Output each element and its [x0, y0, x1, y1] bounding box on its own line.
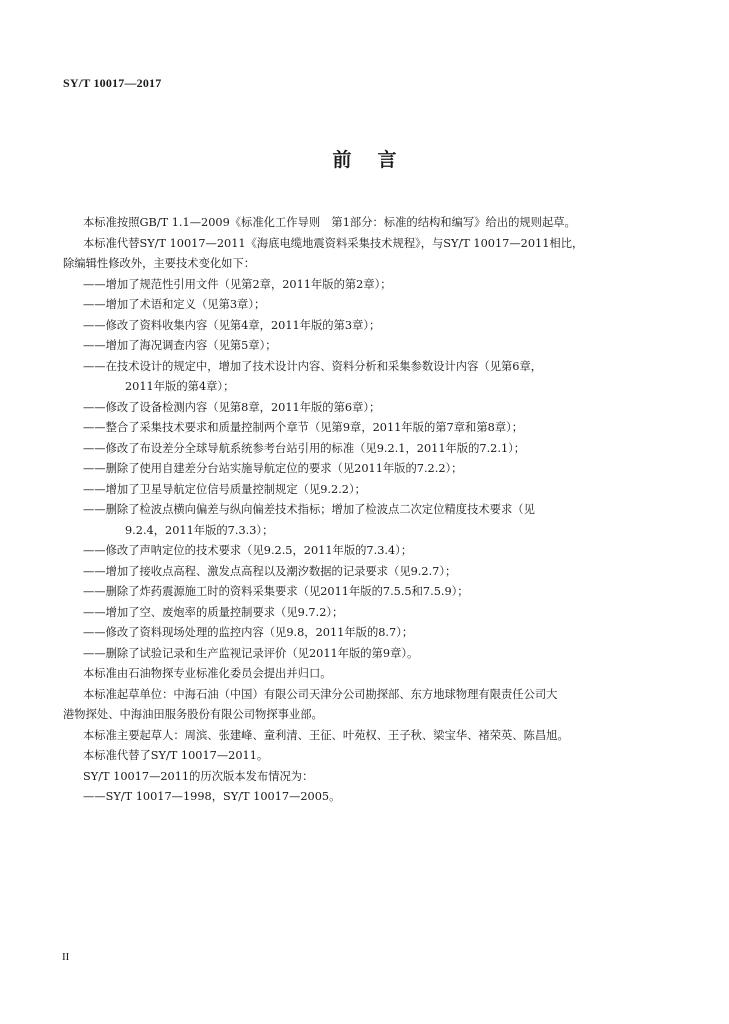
text-line: ——删除了炸药震源施工时的资料采集要求（见2011年版的7.5.5和7.5.9）；: [83, 585, 469, 598]
text-line: 本标准起草单位：中海石油（中国）有限公司天津分公司勘探部、东方地球物理有限责任公司大: [83, 687, 558, 701]
text-line: ——删除了使用自建差分台站实施导航定位的要求（见2011年版的7.2.2）；: [83, 462, 463, 475]
text-line: ——增加了规范性引用文件（见第2章，2011年版的第2章）；: [83, 277, 392, 291]
text-line: 本标准代替SY/T 10017—2011《海底电缆地震资料采集技术规程》，与SY/T 10017—2011相比，: [83, 236, 584, 250]
text-line: 本标准由石油物探专业标准化委员会提出并归口。: [83, 667, 332, 680]
foreword-body: [63, 213, 661, 808]
text-line: 本标准主要起草人：周滨、张建峰、童利清、王征、叶苑权、王子秋、梁宝华、褚荣英、陈昌旭。: [83, 728, 569, 742]
text-line: ——删除了检波点横向偏差与纵向偏差技术指标；增加了检波点二次定位精度技术要求（见: [83, 503, 535, 516]
text-line: 本标准代替了SY/T 10017—2011。: [83, 749, 269, 762]
text-line: ——整合了采集技术要求和质量控制两个章节（见第9章，2011年版的第7章和第8章）；: [83, 421, 524, 434]
text-line: SY/T 10017—2011的历次版本发布情况为：: [83, 769, 314, 783]
text-line: 本标准按照GB/T 1.1—2009《标准化工作导则 第1部分：标准的结构和编写》给出的规则起草。: [83, 216, 576, 229]
text-line: ——增加了海况调查内容（见第5章）；: [83, 339, 277, 352]
text-line: ——增加了空、废炮率的质量控制要求（见9.7.2）；: [83, 605, 344, 619]
text-line: ——修改了资料现场处理的监控内容（见9.8，2011年版的8.7）；: [83, 626, 414, 639]
text-line: ——修改了声呐定位的技术要求（见9.2.5，2011年版的7.3.4）；: [83, 544, 413, 557]
standard-number-header: SY/T 10017—2017: [63, 76, 162, 90]
text-line: ——修改了设备检测内容（见第8章，2011年版的第6章）；: [83, 400, 381, 414]
text-line: 除编辑性修改外，主要技术变化如下：: [63, 257, 256, 270]
page-title: 前言: [332, 149, 423, 171]
page-number: II: [62, 951, 70, 963]
text-line: 2011年版的第4章）；: [125, 380, 235, 393]
text-line: ——增加了术语和定义（见第3章）；: [83, 298, 266, 311]
text-line: ——增加了卫星导航定位信号质量控制规定（见9.2.2）；: [83, 482, 366, 496]
text-line: ——修改了布设差分全球导航系统参考台站引用的标准（见9.2.1，2011年版的7.2.1）；: [83, 441, 526, 455]
text-line: ——增加了接收点高程、激发点高程以及潮汐数据的记录要求（见9.2.7）；: [83, 564, 457, 578]
text-line: ——修改了资料收集内容（见第4章，2011年版的第3章）；: [83, 318, 381, 332]
text-line: ——删除了试验记录和生产监视记录评价（见2011年版的第9章）。: [83, 646, 419, 660]
text-line: 9.2.4，2011年版的7.3.3）；: [125, 523, 274, 537]
text-line: ——SY/T 10017—1998，SY/T 10017—2005。: [83, 790, 341, 803]
text-line: ——在技术设计的规定中，增加了技术设计内容、资料分析和采集参数设计内容（见第6章，: [83, 359, 543, 373]
text-line: 港物探处、中海油田服务股份有限公司物探事业部。: [63, 708, 323, 721]
